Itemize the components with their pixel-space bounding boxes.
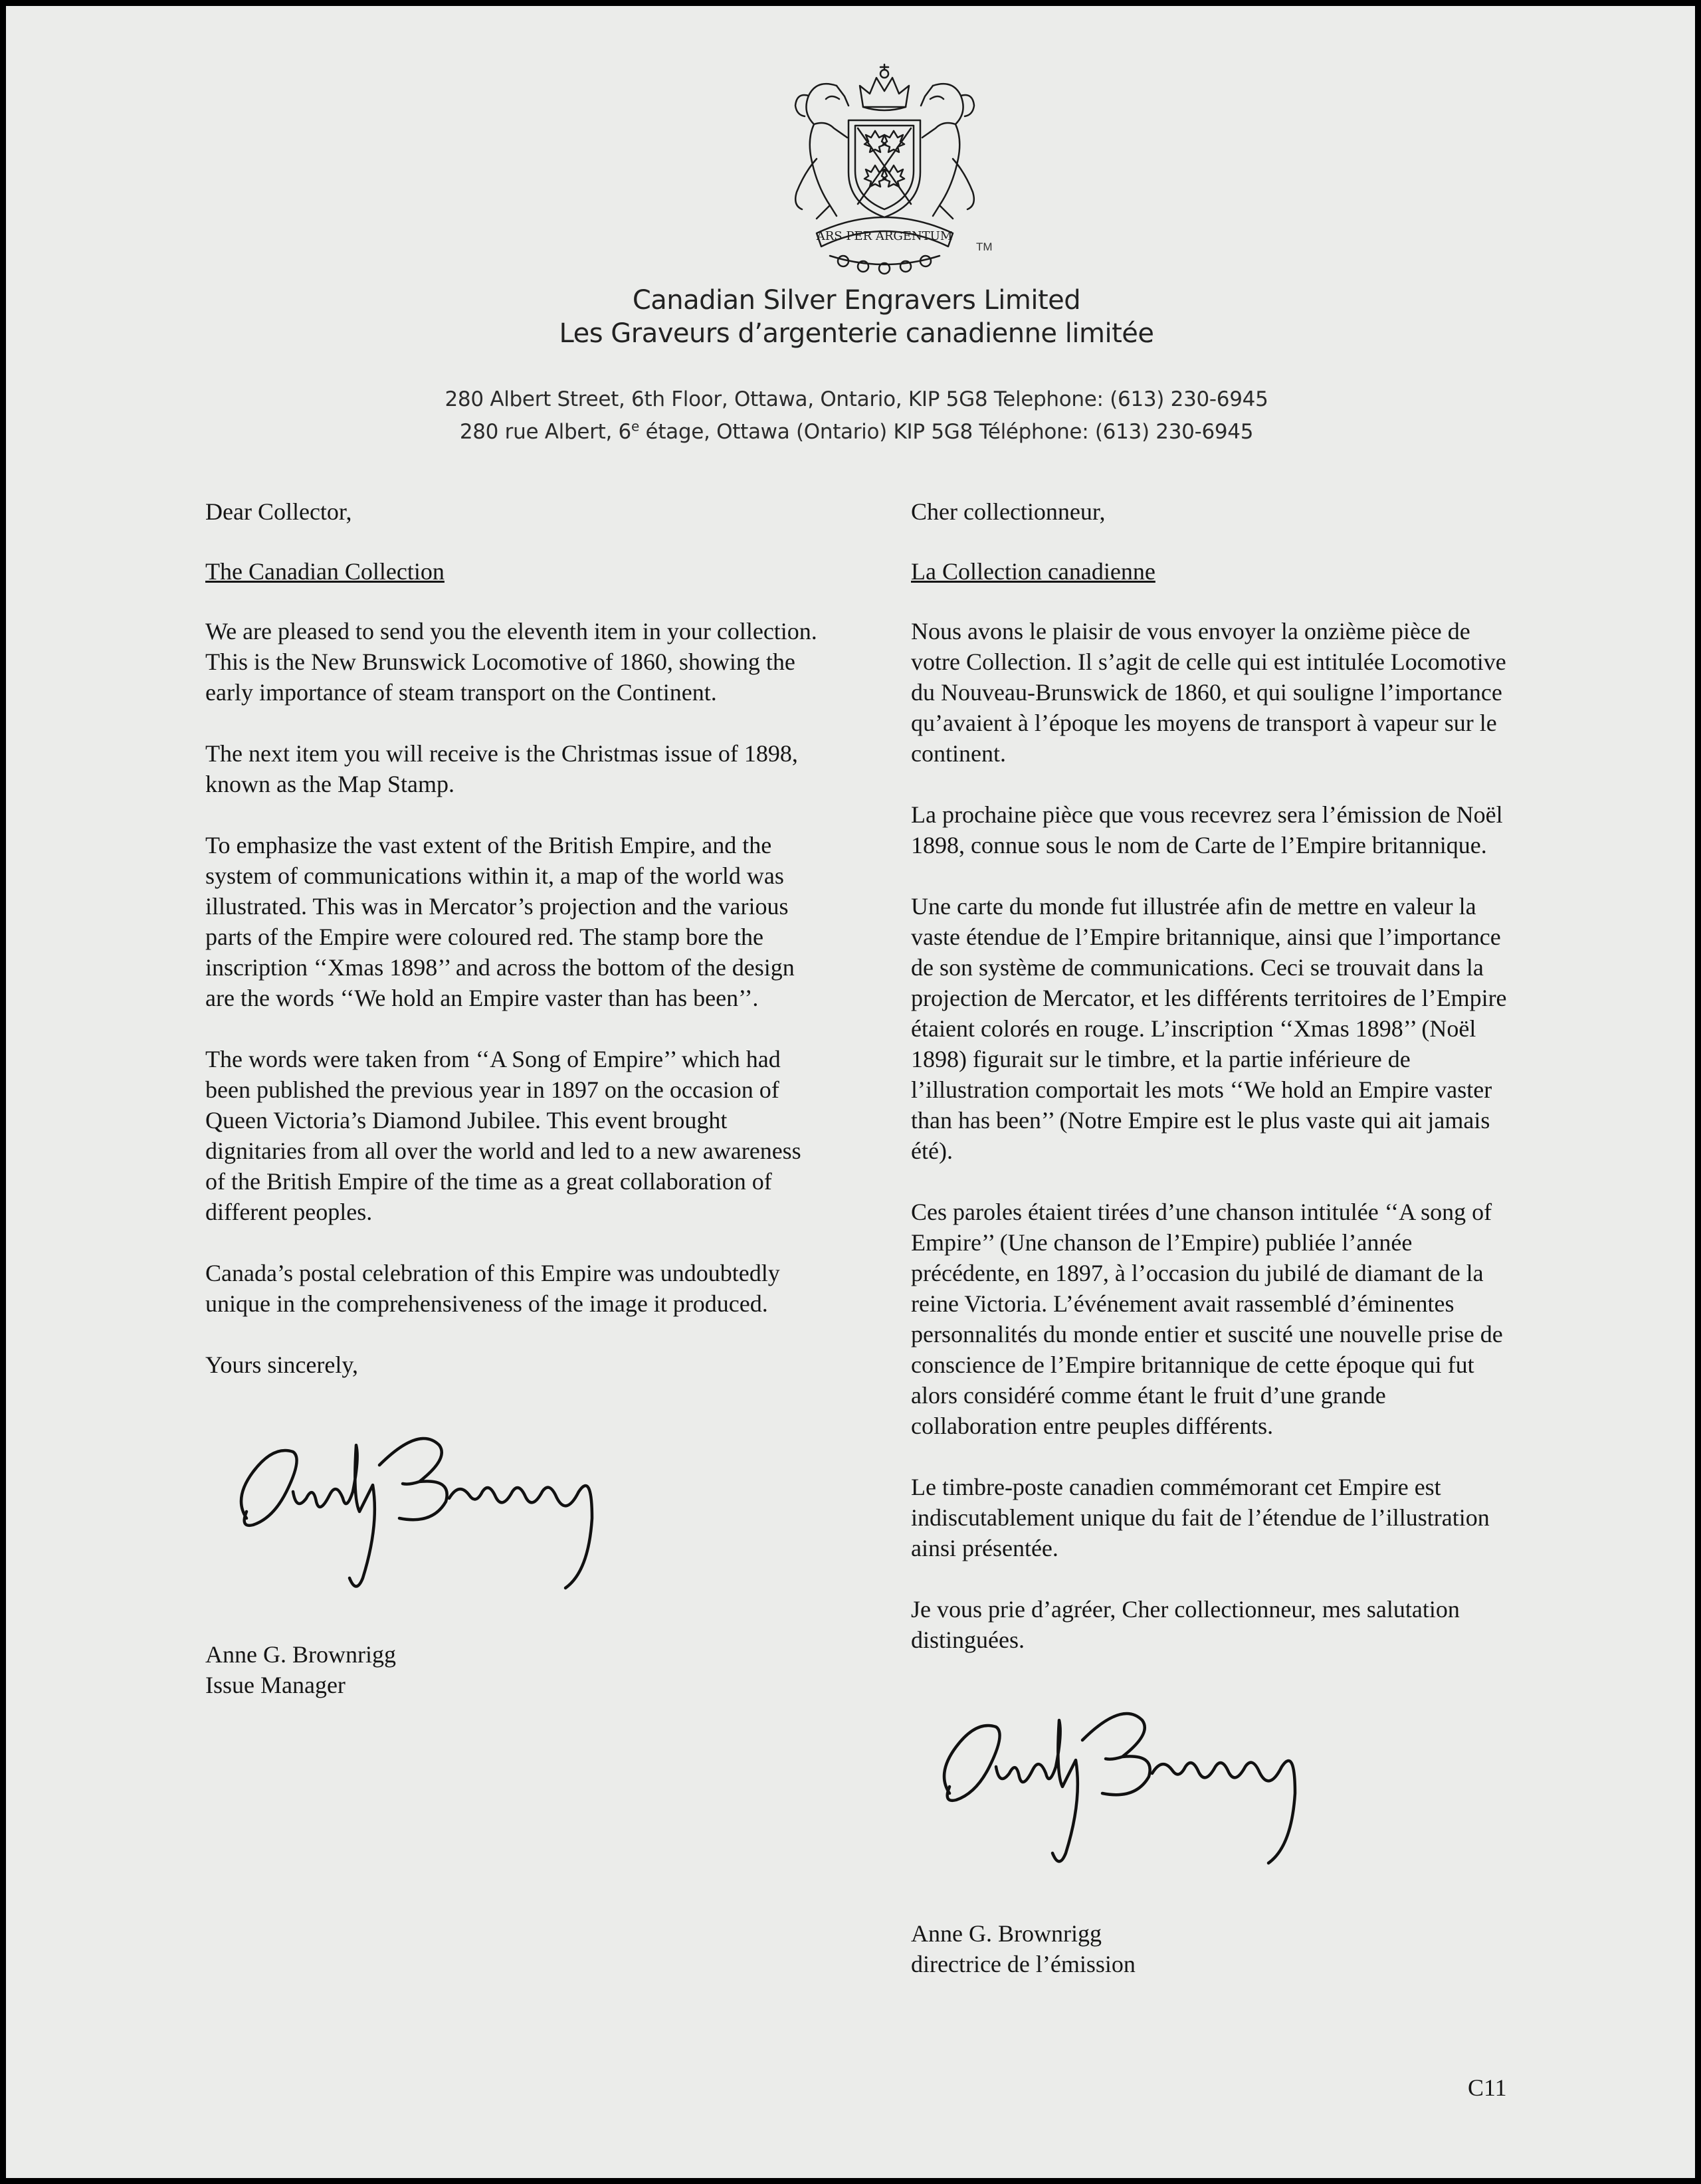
address-fr-sup: e [631,418,639,435]
signature-en [220,1419,632,1605]
paragraph-en-2: The next item you will receive is the Christmas issue of 1898, known as the Map Stamp. [205,740,798,797]
signer-name-en: Anne G. Brownrigg [205,1641,396,1668]
company-name-block [6,284,1701,350]
greeting-fr: Cher collectionneur, [911,498,1106,525]
greeting-en: Dear Collector, [205,498,352,525]
company-name-en: Canadian Silver Engravers Limited [632,285,1081,316]
company-name-fr: Les Graveurs d’argenterie canadienne limitée [559,318,1154,349]
address-en: 280 Albert Street, 6th Floor, Ottawa, Ontario, KIP 5G8 Telephone: (613) 230-6945 [445,387,1268,411]
paragraph-fr-2: La prochaine pièce que vous recevrez sera l’émission de Noël 1898, connue sous le nom de Carte de l’Empire britannique. [911,801,1503,858]
closing-fr: Je vous prie d’agréer, Cher collectionneur, mes salutation distinguées. [911,1596,1460,1653]
page-code: C11 [1468,2074,1507,2101]
signer-title-en: Issue Manager [205,1672,346,1698]
address-fr [6,416,1701,448]
paragraph-en-4: The words were taken from ‘‘A Song of Empire’’ which had been published the previous year in 1897 on the occasion of Queen Victoria’s Diamond Jubilee. This event brought dignitaries from all over the world and led to a new awareness of the British Empire of the time as a great collaboration of different peoples. [205,1046,801,1225]
paragraph-en-3: To emphasize the vast extent of the British Empire, and the system of communications within it, a map of the world was illustrated. This was in Mercator’s projection and the various parts of the Empire were coloured red. The stamp bore the inscription ‘‘Xmas 1898’’ and across the bottom of the design are the words ‘‘We hold an Empire vaster than has been’’. [205,832,795,1011]
crest-motto: ARS PER ARGENTUM [816,229,953,243]
crest-logo [770,59,999,278]
signer-title-fr: directrice de l’émission [911,1951,1136,1977]
closing-en: Yours sincerely, [205,1351,358,1378]
signer-name-fr: Anne G. Brownrigg [911,1920,1102,1947]
english-letter [205,496,823,1700]
paragraph-fr-5: Le timbre-poste canadien commémorant cet Empire est indiscutablement unique du fait de l’étendue de l’illustration ainsi présentée. [911,1474,1490,1561]
address-block [6,383,1701,448]
address-fr-pre: 280 rue Albert, 6 [459,420,631,444]
french-letter [911,496,1516,1979]
paragraph-en-1: We are pleased to send you the eleventh item in your collection. This is the New Brunswick Locomotive of 1860, showing the early importance of steam transport on the Continent. [205,618,817,706]
subject-fr: La Collection canadienne [911,558,1155,585]
trademark-mark: TM [976,241,993,253]
address-fr-post: étage, Ottawa (Ontario) KIP 5G8 Téléphone: (613) 230-6945 [639,420,1254,444]
paragraph-en-5: Canada’s postal celebration of this Empire was undoubtedly unique in the comprehensiveness of the image it produced. [205,1260,780,1317]
subject-en: The Canadian Collection [205,558,445,585]
paragraph-fr-4: Ces paroles étaient tirées d’une chanson intitulée ‘‘A song of Empire’’ (Une chanson de l’Empire) publiée l’année précédente, en 1897, à l’occasion du jubilé de diamant de la reine Victoria. L’événement avait rassemblé d’éminentes personnalités du monde entier et suscité une nouvelle prise de conscience de l’Empire britannique de cette époque qui fut alors considéré comme étant le fruit d’une grande collaboration entre peuples différents. [911,1199,1503,1439]
paragraph-fr-1: Nous avons le plaisir de vous envoyer la onzième pièce de votre Collection. Il s’agit de celle qui est intitulée Locomotive du Nouveau-Brunswick de 1860, et qui souligne l’importance qu’avaient à l’époque les moyens de transport à vapeur sur le continent. [911,618,1506,767]
paragraph-fr-3: Une carte du monde fut illustrée afin de mettre en valeur la vaste étendue de l’Empire britannique, ainsi que l’importance de son système de communications. Ceci se trouvait dans la projection de Mercator, et les différents territoires de l’Empire étaient colorés en rouge. L’inscription ‘‘Xmas 1898’’ (Noël 1898) figurait sur le timbre, et la partie inférieure de l’illustration comportait les mots ‘‘We hold an Empire vaster than has been’’ (Notre Empire est le plus vaste qui ait jamais été). [911,893,1507,1164]
signature-fr [923,1694,1335,1880]
